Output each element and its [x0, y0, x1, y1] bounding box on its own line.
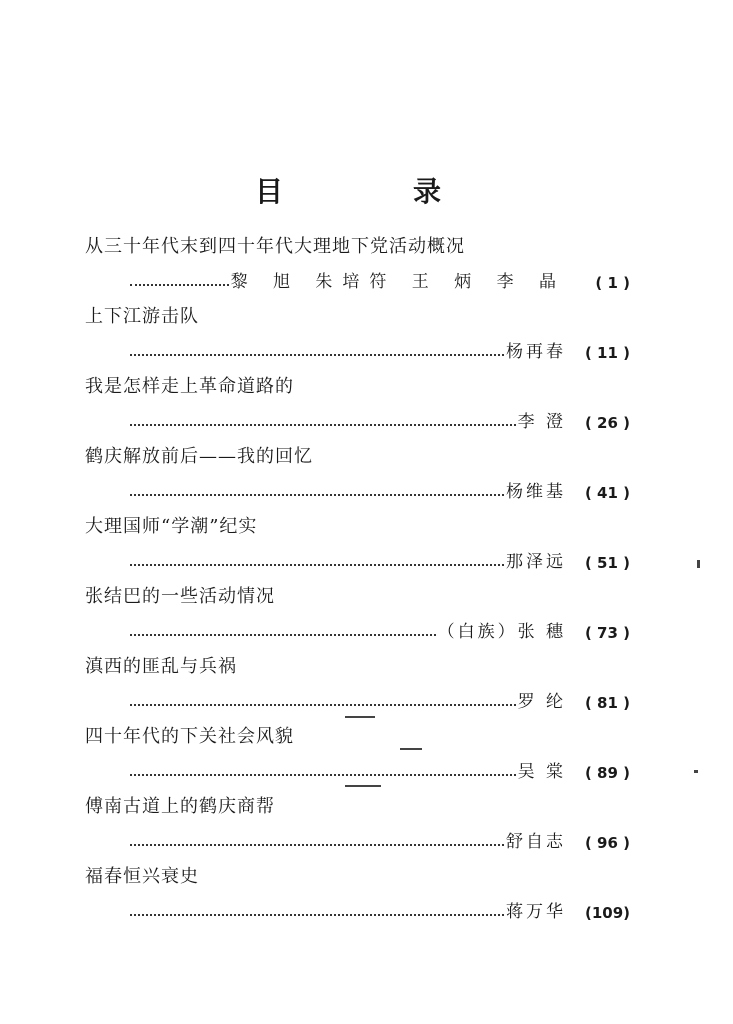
toc-entry-byline: [130, 406, 630, 432]
toc-heading-char-2: 录: [413, 175, 442, 208]
scan-speck: [400, 748, 422, 750]
toc-entry-author: 杨维基: [506, 482, 566, 502]
toc-entry-author: 李 澄: [517, 412, 566, 432]
toc-entry[interactable]: [85, 792, 630, 862]
dot-leader: [130, 914, 504, 916]
toc-heading-char-1: 目: [255, 175, 284, 208]
toc-entry-title: 我是怎样走上革命道路的: [85, 376, 294, 397]
toc-entry-byline: [130, 336, 630, 362]
toc-entry-byline: [130, 756, 630, 782]
dot-leader: [130, 564, 504, 566]
toc-entry-byline: [130, 896, 630, 922]
toc-entry-title: 张结巴的一些活动情况: [85, 586, 275, 607]
toc-entry-page: (109): [584, 904, 630, 922]
toc-entry-page: ( 89 ): [584, 764, 630, 782]
toc-entry-page: ( 26 ): [584, 414, 630, 432]
toc-entry[interactable]: [85, 722, 630, 792]
toc-heading: [255, 170, 455, 210]
scan-speck: [345, 716, 375, 718]
toc-entry-title: 大理国师“学潮”纪实: [85, 516, 258, 537]
toc-entry-author: 舒自志: [506, 832, 566, 852]
toc-entry[interactable]: [85, 862, 630, 932]
toc-entry-title: 鹤庆解放前后——我的回忆: [85, 446, 313, 467]
toc-entry-author: 黎 旭 朱培符 王 炳 李 晶: [230, 272, 566, 292]
toc-entry[interactable]: [85, 372, 630, 442]
toc-entry-title: 福春恒兴衰史: [85, 866, 199, 887]
toc-entry-page: ( 1 ): [595, 274, 630, 292]
toc-entry[interactable]: [85, 232, 630, 302]
toc-entry-title: 滇西的匪乱与兵祸: [85, 656, 237, 677]
toc-entry[interactable]: [85, 302, 630, 372]
toc-entry-page: ( 73 ): [584, 624, 630, 642]
toc-entry-author: 罗 纶: [517, 692, 566, 712]
toc-entry-title: 四十年代的下关社会风貌: [85, 726, 294, 747]
dot-leader: [130, 494, 504, 496]
toc-entry-author: （白族）张 穗: [437, 622, 566, 642]
dot-leader: [130, 284, 229, 286]
toc-entry-byline: [130, 476, 630, 502]
toc-entry-author: 杨再春: [506, 342, 566, 362]
toc-entry-author: 吴 棠: [517, 762, 566, 782]
scan-speck: [697, 560, 700, 568]
toc-entry-page: ( 96 ): [584, 834, 630, 852]
toc-entry-page: ( 51 ): [584, 554, 630, 572]
toc-entry-byline: [130, 616, 630, 642]
toc-entry-title: 傅南古道上的鹤庆商帮: [85, 796, 275, 817]
table-of-contents: [85, 232, 630, 932]
toc-entry-author: 那泽远: [506, 552, 566, 572]
toc-entry-page: ( 81 ): [584, 694, 630, 712]
toc-entry-author: 蒋万华: [506, 902, 566, 922]
scan-speck: [694, 770, 698, 773]
dot-leader: [130, 424, 516, 426]
scan-speck: [345, 785, 381, 787]
toc-entry-byline: [130, 686, 630, 712]
toc-entry[interactable]: [85, 442, 630, 512]
dot-leader: [130, 704, 516, 706]
dot-leader: [130, 774, 516, 776]
dot-leader: [130, 354, 504, 356]
toc-entry-byline: [130, 826, 630, 852]
toc-entry-page: ( 41 ): [584, 484, 630, 502]
toc-entry[interactable]: [85, 582, 630, 652]
dot-leader: [130, 844, 504, 846]
toc-entry[interactable]: [85, 652, 630, 722]
toc-entry-page: ( 11 ): [584, 344, 630, 362]
toc-entry[interactable]: [85, 512, 630, 582]
toc-entry-title: 上下江游击队: [85, 306, 199, 327]
toc-entry-byline: [130, 266, 630, 292]
toc-entry-title: 从三十年代末到四十年代大理地下党活动概况: [85, 236, 465, 257]
toc-entry-byline: [130, 546, 630, 572]
dot-leader: [130, 634, 436, 636]
